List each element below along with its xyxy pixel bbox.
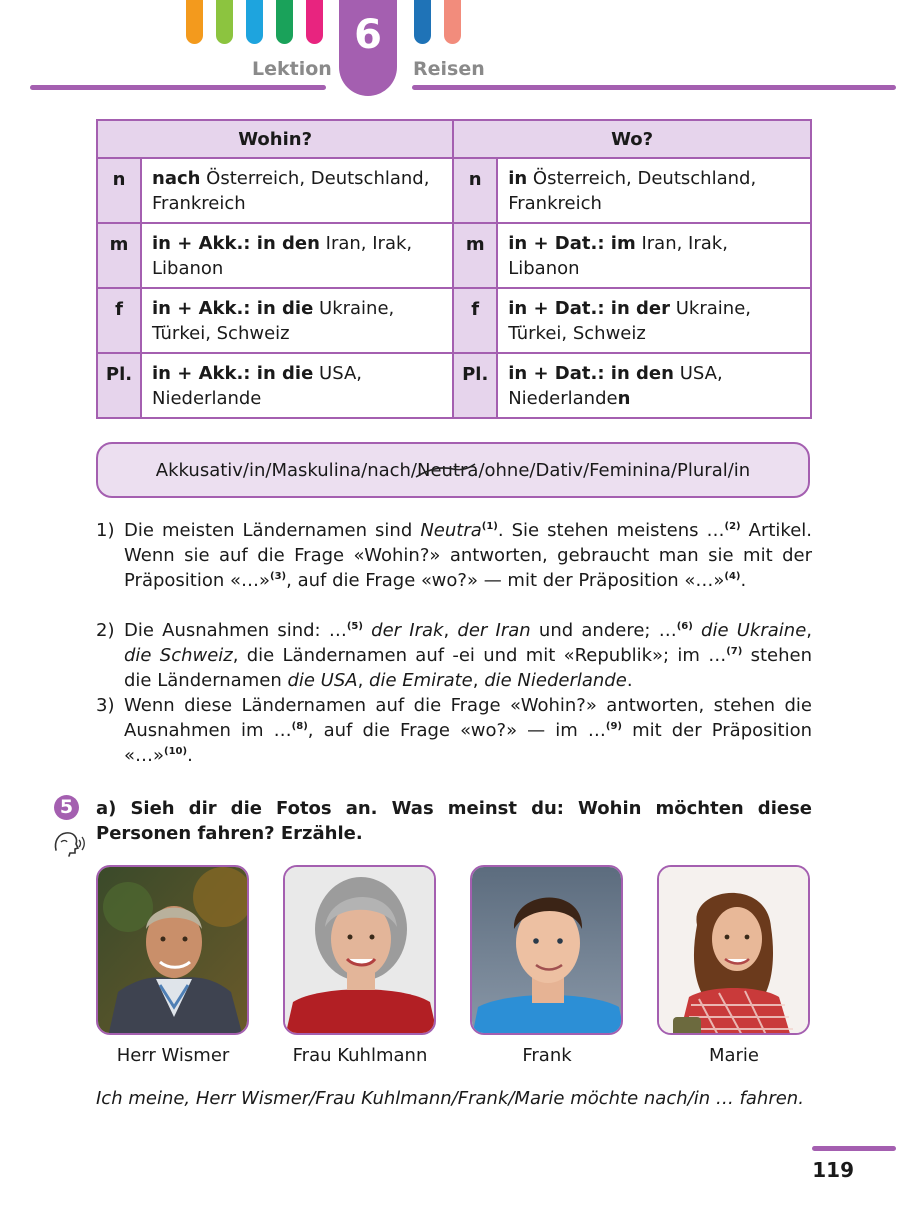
text-run: .	[626, 670, 633, 691]
column-header-wohin: Wohin?	[97, 120, 453, 158]
text-run: , die Ländernamen auf -ei und mit «Republik»; im …	[232, 645, 727, 666]
word-box-text-before: Akkusativ/in/Maskulina/nach/	[155, 459, 417, 481]
text-run: ,	[443, 620, 458, 641]
text-run: stehen die Ländernamen	[124, 645, 812, 691]
wo-cell-text: USA, Niederlande	[508, 363, 723, 409]
italic-run: die Emirate	[369, 670, 473, 691]
footnote-marker: (8)	[291, 721, 308, 732]
person-name: Marie	[708, 1045, 760, 1066]
stripe-green	[216, 0, 233, 44]
wo-cell-ending: n	[617, 388, 631, 409]
page-number: 119	[812, 1158, 854, 1182]
wo-cell-text: Iran, Irak, Libanon	[508, 233, 728, 279]
item-number: 3)	[96, 695, 115, 716]
gender-key: f	[453, 288, 497, 353]
footnote-marker: (1)	[481, 521, 498, 532]
italic-run: die Ukraine	[692, 620, 807, 641]
text-run: ,	[472, 670, 485, 691]
wo-cell-bold: in	[508, 168, 528, 189]
wo-cell-bold: in + Dat.: in den	[508, 363, 674, 384]
italic-run: der Irak	[362, 620, 444, 641]
gender-key: m	[97, 223, 141, 288]
text-run: .	[740, 570, 747, 591]
wo-cell-text: Ukraine, Türkei, Schweiz	[508, 298, 751, 344]
text-run: Die meisten Ländernamen sind	[124, 520, 421, 541]
person-name: Herr Wismer	[116, 1045, 230, 1066]
table-header-row	[97, 120, 811, 158]
rule-item-3	[96, 693, 812, 768]
gender-key: m	[453, 223, 497, 288]
column-header-wo: Wo?	[453, 120, 811, 158]
lesson-label: Lektion	[252, 58, 332, 80]
text-run: , auf die Frage «wo?» — mit der Präposition «…»	[286, 570, 725, 591]
model-sentence: Ich meine, Herr Wismer/Frau Kuhlmann/Frank/Marie möchte nach/in … fahren.	[96, 1088, 804, 1109]
stripe-salmon	[444, 0, 461, 44]
gender-key: f	[97, 288, 141, 353]
header-rule-left	[30, 85, 326, 90]
wohin-cell-text: Iran, Irak, Libanon	[152, 233, 413, 279]
item-text	[124, 693, 812, 768]
photo-frau-kuhlmann	[283, 865, 436, 1035]
task-number-badge: 5	[54, 795, 79, 820]
footnote-marker: (3)	[270, 571, 287, 582]
italic-run: die Niederlande	[484, 670, 627, 691]
photo-frank	[470, 865, 623, 1035]
lesson-title: Reisen	[413, 58, 485, 80]
item-text	[124, 518, 812, 593]
struck-word	[417, 460, 478, 481]
wo-cell	[497, 158, 811, 223]
table-row	[97, 223, 811, 288]
wohin-cell-bold: in + Akk.: in die	[152, 363, 314, 384]
footnote-marker: (2)	[724, 521, 741, 532]
word-box-text-after: /ohne/Dativ/Feminina/Plural/in	[478, 459, 751, 481]
rule-item-2	[96, 618, 812, 693]
task-instruction: a) Sieh dir die Fotos an. Was meinst du: Wohin möchten diese Personen fahren? Erzähle.	[96, 798, 812, 844]
table-row	[97, 353, 811, 418]
wohin-cell-bold: in + Akk.: in die	[152, 298, 314, 319]
person-name: Frank	[522, 1045, 572, 1066]
wo-cell-bold: in + Dat.: in der	[508, 298, 671, 319]
italic-run: die USA	[287, 670, 358, 691]
word-box	[96, 442, 810, 498]
struck-word-text: Neutra	[417, 459, 479, 481]
stripe-darkgreen	[276, 0, 293, 44]
text-run: , auf die Frage «wo?» — im …	[307, 720, 606, 741]
wohin-cell	[141, 288, 453, 353]
wohin-cell-text: Österreich, Deutschland, Frankreich	[152, 168, 430, 214]
wohin-cell-bold: nach	[152, 168, 201, 189]
gender-key: Pl.	[97, 353, 141, 418]
wo-cell	[497, 353, 811, 418]
wo-cell	[497, 288, 811, 353]
gender-key: Pl.	[453, 353, 497, 418]
text-run: Wenn diese Ländernamen auf die Frage «Wohin?» antworten, stehen die Ausnahmen im …	[124, 695, 812, 741]
item-text	[124, 618, 812, 693]
speaking-icon	[52, 828, 86, 858]
wo-cell-text: Österreich, Deutschland, Frankreich	[508, 168, 757, 214]
gender-key: n	[97, 158, 141, 223]
wo-cell	[497, 223, 811, 288]
text-run: und andere; …	[530, 620, 677, 641]
table-row	[97, 288, 811, 353]
text-run: ,	[357, 670, 370, 691]
stripe-navy	[414, 0, 431, 44]
italic-run: der Iran	[457, 620, 531, 641]
wohin-cell	[141, 353, 453, 418]
footnote-marker: (9)	[605, 721, 622, 732]
stripe-blue	[246, 0, 263, 44]
footnote-marker: (6)	[676, 621, 693, 632]
wohin-cell-text: Ukraine, Türkei, Schweiz	[152, 298, 395, 344]
text-run: Artikel. Wenn sie auf die Frage «Wohin?» antworten, gebraucht man sie mit der Präposition «…»	[124, 520, 813, 591]
photo-herr-wismer	[96, 865, 249, 1035]
text-run: ,	[806, 620, 813, 641]
italic-run: Neutra	[420, 520, 482, 541]
table-row	[97, 158, 811, 223]
text-run: . Sie stehen meistens …	[497, 520, 725, 541]
stripe-orange	[186, 0, 203, 44]
grammar-table	[96, 119, 812, 419]
footnote-marker: (7)	[726, 646, 743, 657]
text-run: .	[187, 745, 193, 766]
wohin-cell	[141, 223, 453, 288]
footnote-marker: (4)	[724, 571, 741, 582]
page-number-rule	[812, 1146, 896, 1151]
text-run: Die Ausnahmen sind: …	[124, 620, 347, 641]
item-number: 2)	[96, 620, 115, 641]
italic-run: die Schweiz	[124, 645, 233, 666]
wohin-cell-bold: in + Akk.: in den	[152, 233, 320, 254]
lesson-number-tab: 6	[339, 0, 397, 96]
wohin-cell	[141, 158, 453, 223]
text-run: mit der Präposition «…»	[124, 720, 812, 766]
header-rule-right	[412, 85, 896, 90]
footnote-marker: (10)	[164, 746, 188, 757]
wohin-cell-text: USA, Niederlande	[152, 363, 362, 409]
strike-mark-icon	[415, 459, 479, 482]
footnote-marker: (5)	[346, 621, 363, 632]
rule-item-1	[96, 518, 812, 593]
person-name: Frau Kuhlmann	[292, 1045, 428, 1066]
gender-key: n	[453, 158, 497, 223]
item-number: 1)	[96, 520, 115, 541]
wo-cell-bold: in + Dat.: im	[508, 233, 636, 254]
photo-marie	[657, 865, 810, 1035]
stripe-pink	[306, 0, 323, 44]
